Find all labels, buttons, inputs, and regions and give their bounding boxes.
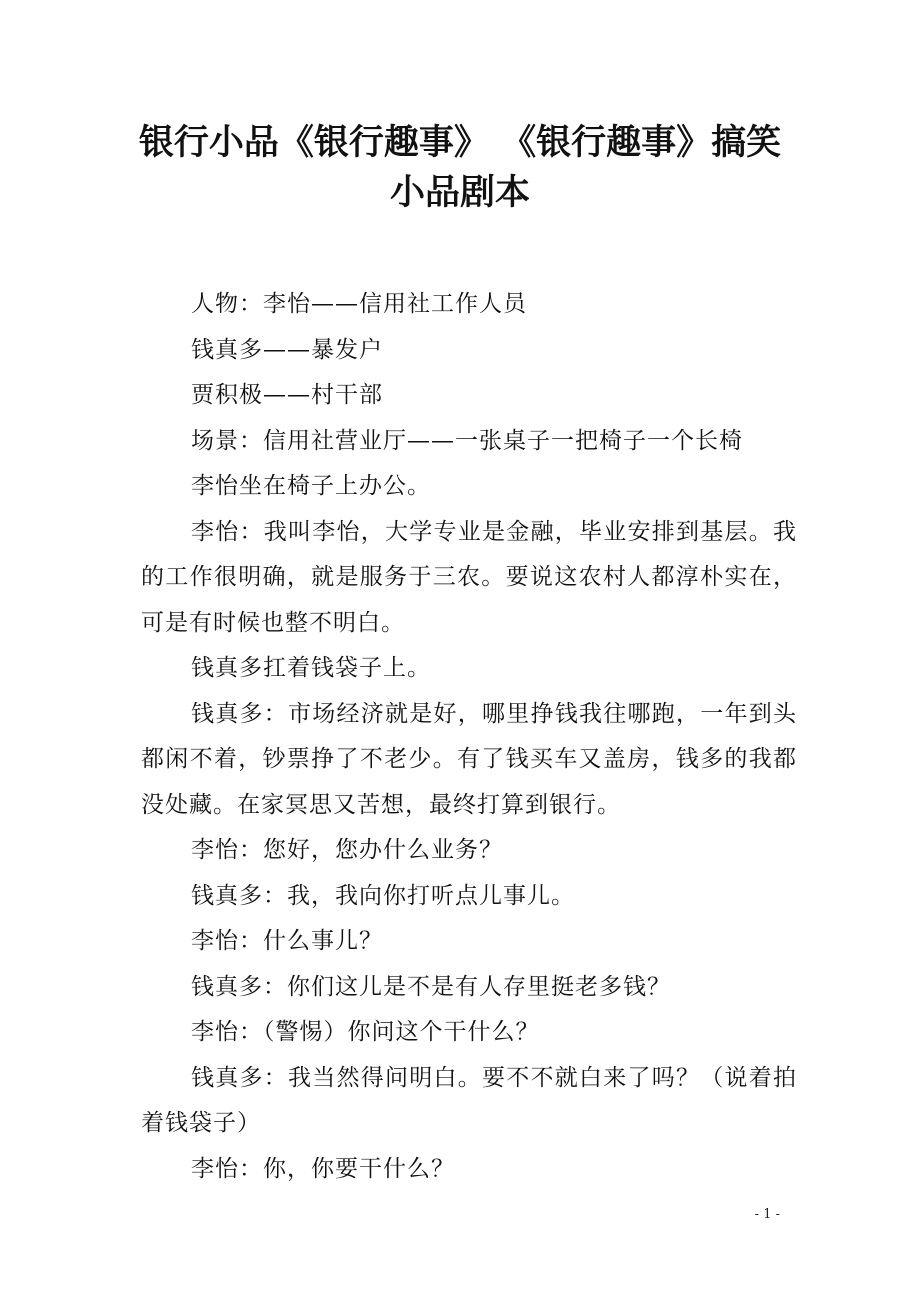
paragraph: 钱真多：你们这儿是不是有人存里挺老多钱？ bbox=[191, 973, 671, 1000]
title-line-1: 银行小品《银行趣事》 《银行趣事》搞笑 bbox=[138, 123, 782, 163]
document-title bbox=[120, 118, 800, 218]
paragraph: 贾积极——村干部 bbox=[191, 382, 383, 408]
page-number: - 1 - bbox=[754, 1207, 780, 1222]
paragraph: 李怡坐在椅子上办公。 bbox=[191, 473, 431, 499]
document-body bbox=[141, 282, 797, 1192]
paragraph: 钱真多——暴发户 bbox=[191, 336, 383, 363]
paragraph: 李怡：（警惕）你问这个干什么？ bbox=[191, 1019, 540, 1045]
paragraph: 钱真多：我当然得问明白。要不不就白来了吗？（说着拍着钱袋子） bbox=[141, 1064, 797, 1136]
paragraph: 人物：李怡——信用社工作人员 bbox=[191, 291, 527, 317]
paragraph: 钱真多：市场经济就是好，哪里挣钱我往哪跑，一年到头都闲不着，钞票挣了不老少。有了钱买车又盖房，钱多的我都没处藏。在家冥思又苦想，最终打算到银行。 bbox=[141, 700, 797, 818]
paragraph: 场景：信用社营业厅——一张桌子一把椅子一个长椅 bbox=[191, 427, 743, 454]
paragraph: 李怡：你，你要干什么？ bbox=[191, 1155, 455, 1182]
paragraph: 钱真多扛着钱袋子上。 bbox=[191, 655, 431, 681]
paragraph: 李怡：什么事儿？ bbox=[191, 928, 383, 954]
paragraph: 李怡：您好，您办什么业务？ bbox=[191, 837, 503, 863]
paragraph: 钱真多：我，我向你打听点儿事儿。 bbox=[191, 882, 575, 909]
paragraph: 李怡：我叫李怡，大学专业是金融，毕业安排到基层。我的工作很明确，就是服务于三农。要说这农村人都淳朴实在，可是有时候也整不明白。 bbox=[141, 518, 797, 636]
title-line-2: 小品剧本 bbox=[389, 173, 530, 213]
